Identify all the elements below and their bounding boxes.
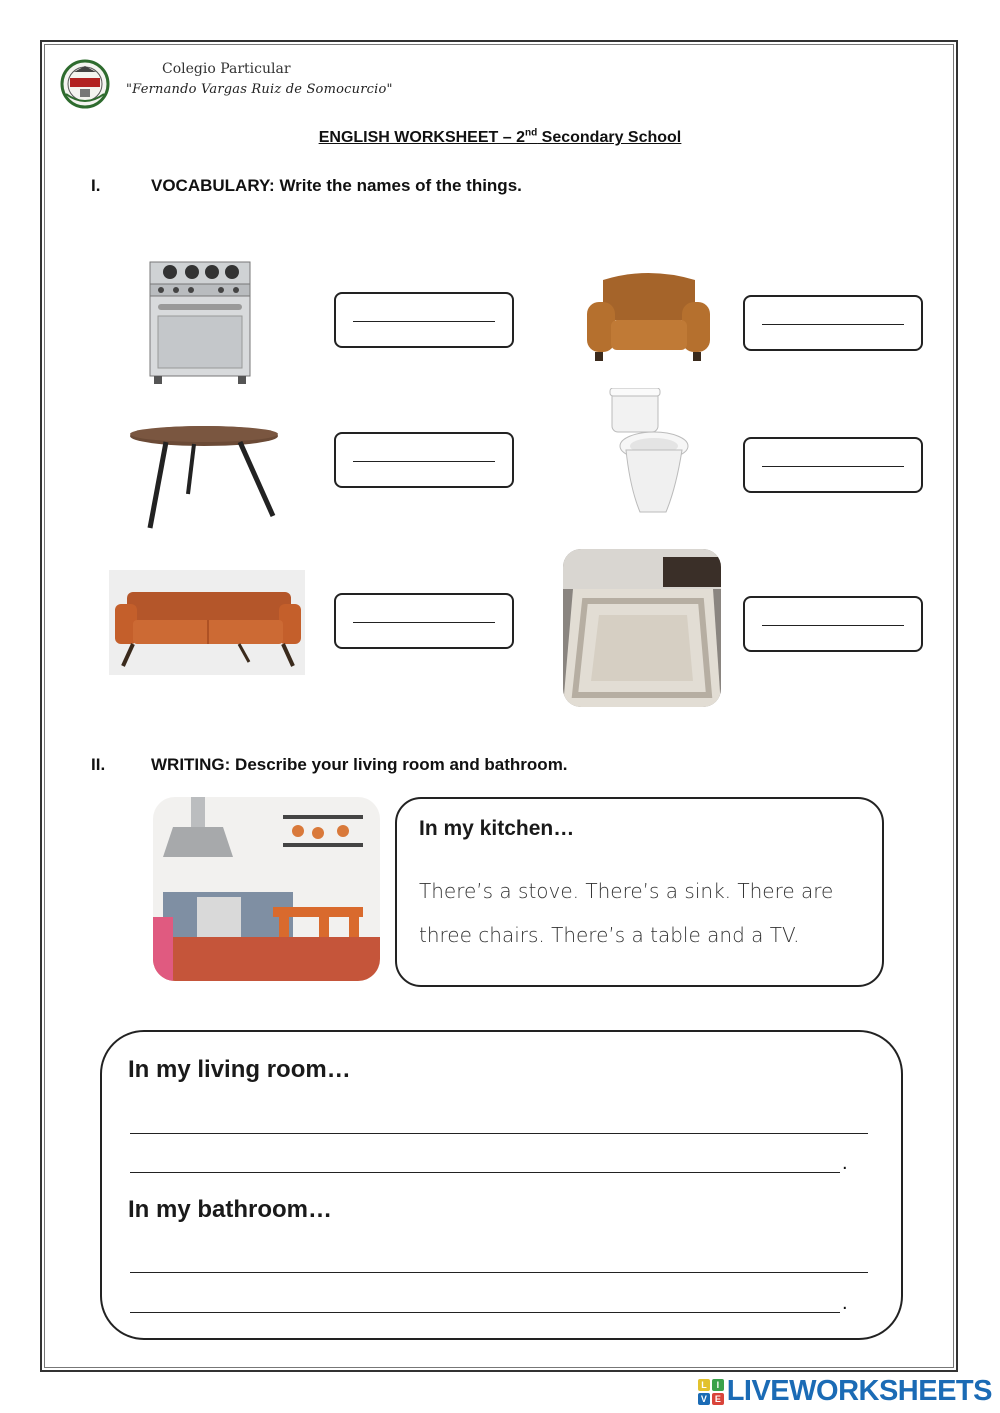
school-crest-icon xyxy=(60,58,110,110)
title-main: ENGLISH WORKSHEET – 2 xyxy=(318,129,525,147)
kitchen-example-text: There’s a stove. There’s a sink. There are three chairs. There’s a table and a TV. xyxy=(419,879,834,947)
table-icon xyxy=(128,424,280,530)
living-room-line-2[interactable] xyxy=(130,1172,840,1173)
answer-line xyxy=(353,321,495,322)
answer-box-armchair[interactable] xyxy=(743,295,923,351)
section-2-heading: WRITING: Describe your living room and bathroom. xyxy=(151,755,568,774)
kitchen-example-title: In my kitchen… xyxy=(419,817,575,840)
armchair-icon xyxy=(585,270,712,363)
bathroom-period: . xyxy=(842,1292,848,1314)
stove-icon xyxy=(146,260,254,386)
answer-line xyxy=(762,625,904,626)
liveworksheets-name: LIVEWORKSHEETS xyxy=(726,1375,992,1407)
section-1-heading: VOCABULARY: Write the names of the things. xyxy=(151,176,522,195)
living-room-period: . xyxy=(842,1152,848,1174)
toilet-icon xyxy=(606,388,690,518)
bathroom-line-1[interactable] xyxy=(130,1272,868,1273)
bathroom-prompt: In my bathroom… xyxy=(128,1196,333,1223)
kitchen-photo-icon xyxy=(153,797,380,981)
section-1-number: I. xyxy=(91,176,101,195)
living-room-prompt: In my living room… xyxy=(128,1056,351,1083)
living-room-line-1[interactable] xyxy=(130,1133,868,1134)
section-2-number: II. xyxy=(91,755,106,774)
liveworksheets-brand[interactable] xyxy=(698,1375,992,1408)
worksheet-title xyxy=(0,128,1000,147)
school-name: Colegio Particular xyxy=(162,61,291,77)
writing-box xyxy=(100,1030,903,1340)
logo-letter: I xyxy=(712,1379,724,1391)
answer-line xyxy=(353,622,495,623)
answer-box-sofa[interactable] xyxy=(334,593,514,649)
answer-line xyxy=(762,466,904,467)
bathroom-line-2[interactable] xyxy=(130,1312,840,1313)
answer-line xyxy=(353,461,495,462)
answer-line xyxy=(762,324,904,325)
title-superscript: nd xyxy=(524,128,538,139)
logo-letter: L xyxy=(698,1379,710,1391)
answer-box-table[interactable] xyxy=(334,432,514,488)
answer-box-stove[interactable] xyxy=(334,292,514,348)
logo-letter: V xyxy=(698,1393,710,1405)
kitchen-example-box xyxy=(395,797,884,987)
sofa-icon xyxy=(109,570,305,675)
answer-box-toilet[interactable] xyxy=(743,437,923,493)
liveworksheets-logo-icon xyxy=(698,1379,724,1405)
rug-icon xyxy=(563,549,721,707)
title-rest: Secondary School xyxy=(537,129,682,147)
logo-letter: E xyxy=(712,1393,724,1405)
answer-box-rug[interactable] xyxy=(743,596,923,652)
school-motto: "Fernando Vargas Ruiz de Somocurcio" xyxy=(126,82,393,97)
